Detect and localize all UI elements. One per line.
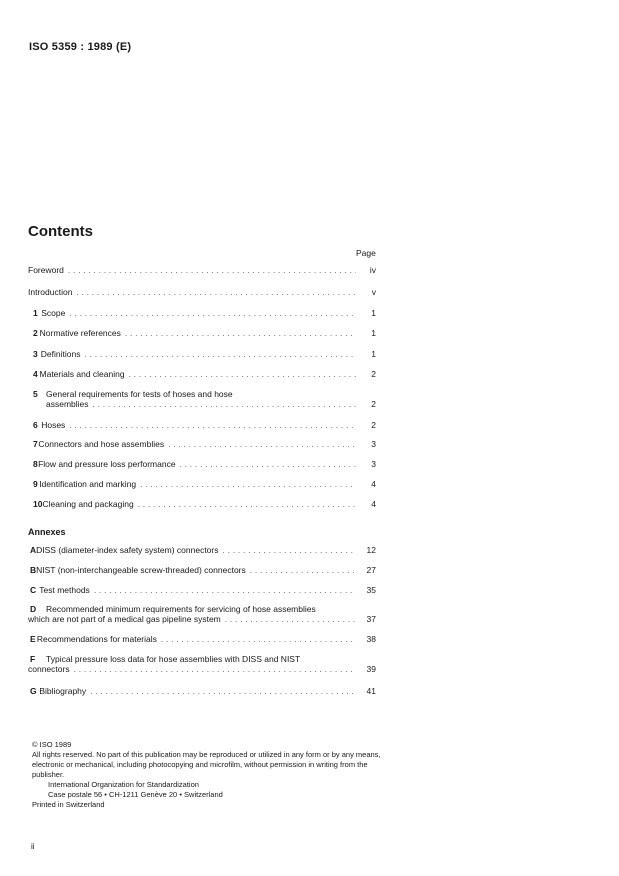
toc-annex-g[interactable] — [28, 686, 376, 696]
toc-entry-cleaning-packaging[interactable] — [28, 499, 376, 509]
toc-annex-e[interactable] — [28, 634, 376, 644]
toc-page: 1 — [371, 328, 376, 338]
rights-statement: All rights reserved. No part of this publication may be reproduced or utilized in any form or by any means, electronic or mechanical, including photocopying and microfilm, without permission in writing from the publisher. — [32, 750, 381, 779]
toc-entry-definitions[interactable] — [28, 349, 376, 359]
copyright-notice — [32, 740, 382, 810]
toc-number: 1 — [33, 308, 38, 318]
contents-title: Contents — [28, 223, 93, 240]
toc-label: Hoses — [41, 420, 66, 430]
document-id: ISO 5359 : 1989 (E) — [29, 41, 132, 53]
toc-entry-hoses[interactable] — [28, 420, 376, 430]
annexes-heading: Annexes — [28, 527, 66, 537]
page-column-heading: Page — [356, 248, 376, 258]
toc-page: iv — [369, 265, 376, 275]
toc-number: 4 — [33, 369, 38, 379]
annex-letter: E — [30, 634, 36, 644]
toc-annex-d[interactable] — [28, 604, 376, 624]
toc-label: Identification and marking — [39, 479, 137, 489]
annex-letter: F — [30, 654, 36, 664]
annex-letter: G — [30, 686, 37, 696]
toc-page: 38 — [366, 634, 376, 644]
toc-annex-a[interactable] — [28, 545, 376, 555]
toc-number: 7 — [33, 439, 38, 449]
toc-page: v — [371, 287, 376, 297]
page-number: ii — [31, 842, 35, 851]
copyright-line: © ISO 1989 — [32, 740, 72, 749]
toc-entry-normative-references[interactable] — [28, 328, 376, 338]
toc-label: Foreword — [28, 265, 64, 275]
toc-number: 6 — [33, 420, 38, 430]
toc-label: Bibliography — [39, 686, 87, 696]
toc-label: General requirements for tests of hoses and hose — [46, 389, 233, 399]
toc-entry-materials-and-cleaning[interactable] — [28, 369, 376, 379]
toc-entry-scope[interactable] — [28, 308, 376, 318]
toc-number: 8 — [33, 459, 38, 469]
toc-label: Recommended minimum requirements for servicing of hose assemblies — [46, 604, 316, 614]
toc-page: 3 — [371, 459, 376, 469]
toc-entry-general-requirements[interactable] — [28, 389, 376, 409]
annex-letter: D — [30, 604, 37, 614]
toc-label: Test methods — [39, 585, 90, 595]
toc-page: 12 — [366, 545, 376, 555]
toc-label: Introduction — [28, 287, 73, 297]
toc-page: 37 — [366, 614, 376, 624]
toc-entry-flow-pressure[interactable] — [28, 459, 376, 469]
toc-page: 2 — [371, 420, 376, 430]
toc-label: Materials and cleaning — [39, 369, 125, 379]
toc-entry-identification[interactable] — [28, 479, 376, 489]
toc-entry-introduction[interactable] — [28, 287, 376, 297]
toc-annex-b[interactable] — [28, 565, 376, 575]
toc-label-continued: which are not part of a medical gas pipeline system — [28, 614, 221, 624]
toc-number: 9 — [33, 479, 38, 489]
toc-number: 3 — [33, 349, 38, 359]
toc-label: Cleaning and packaging — [42, 499, 134, 509]
toc-label: Normative references — [39, 328, 121, 338]
toc-label-continued: connectors — [28, 664, 70, 674]
toc-page: 3 — [371, 439, 376, 449]
annex-letter: C — [30, 585, 37, 595]
toc-page: 1 — [371, 349, 376, 359]
toc-page: 4 — [371, 479, 376, 489]
toc-annex-f[interactable] — [28, 654, 376, 674]
annex-letter: A — [30, 545, 37, 555]
toc-label: Typical pressure loss data for hose assemblies with DISS and NIST — [46, 654, 301, 664]
toc-page: 4 — [371, 499, 376, 509]
toc-page: 1 — [371, 308, 376, 318]
organization-name: International Organization for Standardization — [48, 780, 199, 789]
toc-page: 2 — [371, 399, 376, 409]
toc-annex-c[interactable] — [28, 585, 376, 595]
toc-entry-connectors[interactable] — [28, 439, 376, 449]
toc-page: 41 — [366, 686, 376, 696]
toc-number: 2 — [33, 328, 38, 338]
toc-number: 10 — [33, 499, 43, 509]
toc-label: Scope — [41, 308, 66, 318]
toc-label: Definitions — [40, 349, 81, 359]
toc-page: 27 — [366, 565, 376, 575]
organization-address: Case postale 56 • CH-1211 Genève 20 • Switzerland — [48, 790, 223, 799]
toc-label: Connectors and hose assemblies — [38, 439, 165, 449]
toc-label: Flow and pressure loss performance — [38, 459, 176, 469]
toc-label: NIST (non-interchangeable screw-threaded) connectors — [36, 565, 246, 575]
toc-entry-foreword[interactable] — [28, 265, 376, 275]
annex-letter: B — [30, 565, 37, 575]
toc-label-continued: assemblies — [46, 399, 89, 409]
toc-page: 39 — [366, 664, 376, 674]
toc-label: Recommendations for materials — [36, 634, 157, 644]
printed-in: Printed in Switzerland — [32, 800, 105, 809]
toc-number: 5 — [33, 389, 38, 399]
toc-page: 2 — [371, 369, 376, 379]
toc-page: 35 — [366, 585, 376, 595]
toc-label: DISS (diameter-index safety system) connectors — [36, 545, 219, 555]
